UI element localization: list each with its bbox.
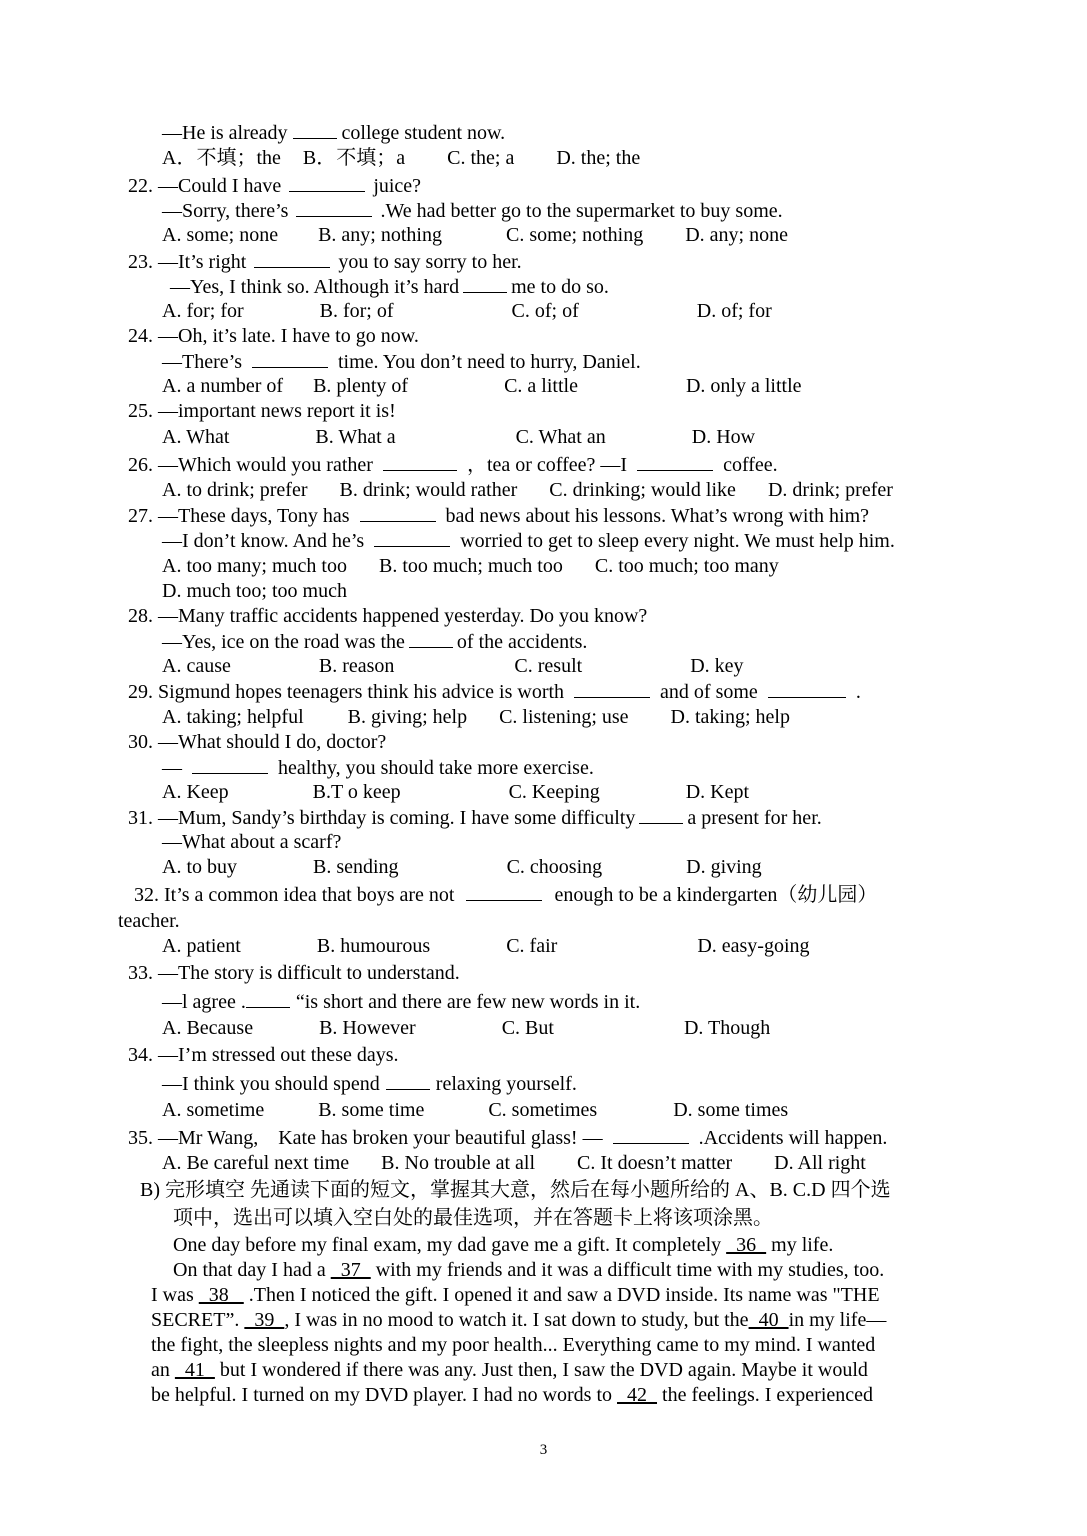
q32-options: A. patient B. humourous C. fair D. easy-going <box>162 935 810 957</box>
q22-options: A. some; none B. any; nothing C. some; nothing D. any; none <box>162 224 788 246</box>
section-b-instruction-1: B) 完形填空 先通读下面的短文，掌握其大意，然后在每小题所给的 A、B. C.D 四个选 <box>140 1179 891 1201</box>
q27-options-2: D. much too; too much <box>162 580 347 602</box>
q27-line1: 27. —These days, Tony has bad news about his lessons. What’s wrong with him? <box>128 505 870 527</box>
passage-line-2: On that day I had a 37 with my friends and it was a difficult time with my studies, too. <box>173 1259 885 1281</box>
section-b-instruction-2: 项中，选出可以填入空白处的最佳选项，并在答题卡上将该项涂黑。 <box>173 1207 773 1229</box>
q34-line2: —I think you should spend relaxing yourself. <box>162 1073 577 1095</box>
q24-options: A. a number of B. plenty of C. a little D. only a little <box>162 375 802 397</box>
passage-line-3: I was 38 .Then I noticed the gift. I opened it and saw a DVD inside. Its name was "THE <box>151 1284 880 1306</box>
q28-options: A. cause B. reason C. result D. key <box>162 655 744 677</box>
q25-options: A. What B. What a C. What an D. How <box>162 426 756 448</box>
q34-options: A. sometime B. some time C. sometimes D. some times <box>162 1099 789 1121</box>
q28-line1: 28. —Many traffic accidents happened yesterday. Do you know? <box>128 605 648 627</box>
passage-line-1: One day before my final exam, my dad gave me a gift. It completely 36 my life. <box>173 1234 834 1256</box>
q32-line1: 32. It’s a common idea that boys are not enough to be a kindergarten（幼儿园） <box>134 884 878 906</box>
passage-line-7: be helpful. I turned on my DVD player. I had no words to 42 the feelings. I experienced <box>151 1384 874 1406</box>
q33-options: A. Because B. However C. But D. Though <box>162 1017 771 1039</box>
q29-options: A. taking; helpful B. giving; help C. listening; use D. taking; help <box>162 706 790 728</box>
q31-options: A. to buy B. sending C. choosing D. giving <box>162 856 762 878</box>
q22-line1: 22. —Could I have juice? <box>128 175 422 197</box>
q31-line1: 31. —Mum, Sandy’s birthday is coming. I have some difficulty a present for her. <box>128 807 822 829</box>
q26-options: A. to drink; prefer B. drink; would rather C. drinking; would like D. drink; prefer <box>162 479 893 501</box>
q30-line2: — healthy, you should take more exercise. <box>162 757 594 779</box>
q24-line1: 24. —Oh, it’s late. I have to go now. <box>128 325 419 347</box>
q32-line2: teacher. <box>118 910 180 932</box>
passage-line-6: an 41 but I wondered if there was any. Just then, I saw the DVD again. Maybe it would <box>151 1359 868 1381</box>
q30-line1: 30. —What should I do, doctor? <box>128 731 387 753</box>
q25-line1: 25. —important news report it is! <box>128 400 396 422</box>
passage-line-5: the fight, the sleepless nights and my poor health... Everything came to my mind. I wanted <box>151 1334 876 1356</box>
q35-options: A. Be careful next time B. No trouble at all C. It doesn’t matter D. All right <box>162 1152 866 1174</box>
passage-line-4: SECRET”. 39 , I was in no mood to watch it. I sat down to study, but the 40 in my life— <box>151 1309 887 1331</box>
q35-line1: 35. —Mr Wang, Kate has broken your beautiful glass! — .Accidents will happen. <box>128 1127 888 1149</box>
q24-line2: —There’s time. You don’t need to hurry, Daniel. <box>162 351 641 373</box>
q28-line2: —Yes, ice on the road was the of the accidents. <box>162 631 588 653</box>
q23-line1: 23. —It’s right you to say sorry to her. <box>128 251 522 273</box>
q27-line2: —I don’t know. And he’s worried to get to sleep every night. We must help him. <box>162 530 895 552</box>
q33-line1: 33. —The story is difficult to understand. <box>128 962 460 984</box>
q33-line2: —l agree . “is short and there are few new words in it. <box>162 991 641 1013</box>
q30-options: A. Keep B.T o keep C. Keeping D. Kept <box>162 781 750 803</box>
q21-line2: —He is already college student now. <box>162 122 506 144</box>
q29-line1: 29. Sigmund hopes teenagers think his advice is worth and of some . <box>128 681 861 703</box>
q23-line2: —Yes, I think so. Although it’s hard me to do so. <box>170 276 609 298</box>
q22-line2: —Sorry, there’s .We had better go to the supermarket to buy some. <box>162 200 783 222</box>
q31-line2: —What about a scarf? <box>162 831 342 853</box>
q21-options: A．不填；the B．不填；a C. the; a D. the; the <box>162 147 641 169</box>
q26-line1: 26. —Which would you rather ，tea or coffee? —I coffee. <box>128 454 778 476</box>
q34-line1: 34. —I’m stressed out these days. <box>128 1044 399 1066</box>
q23-options: A. for; for B. for; of C. of; of D. of; for <box>162 300 772 322</box>
q27-options-1: A. too many; much too B. too much; much too C. too much; too many <box>162 555 779 577</box>
page-number: 3 <box>539 1442 548 1458</box>
